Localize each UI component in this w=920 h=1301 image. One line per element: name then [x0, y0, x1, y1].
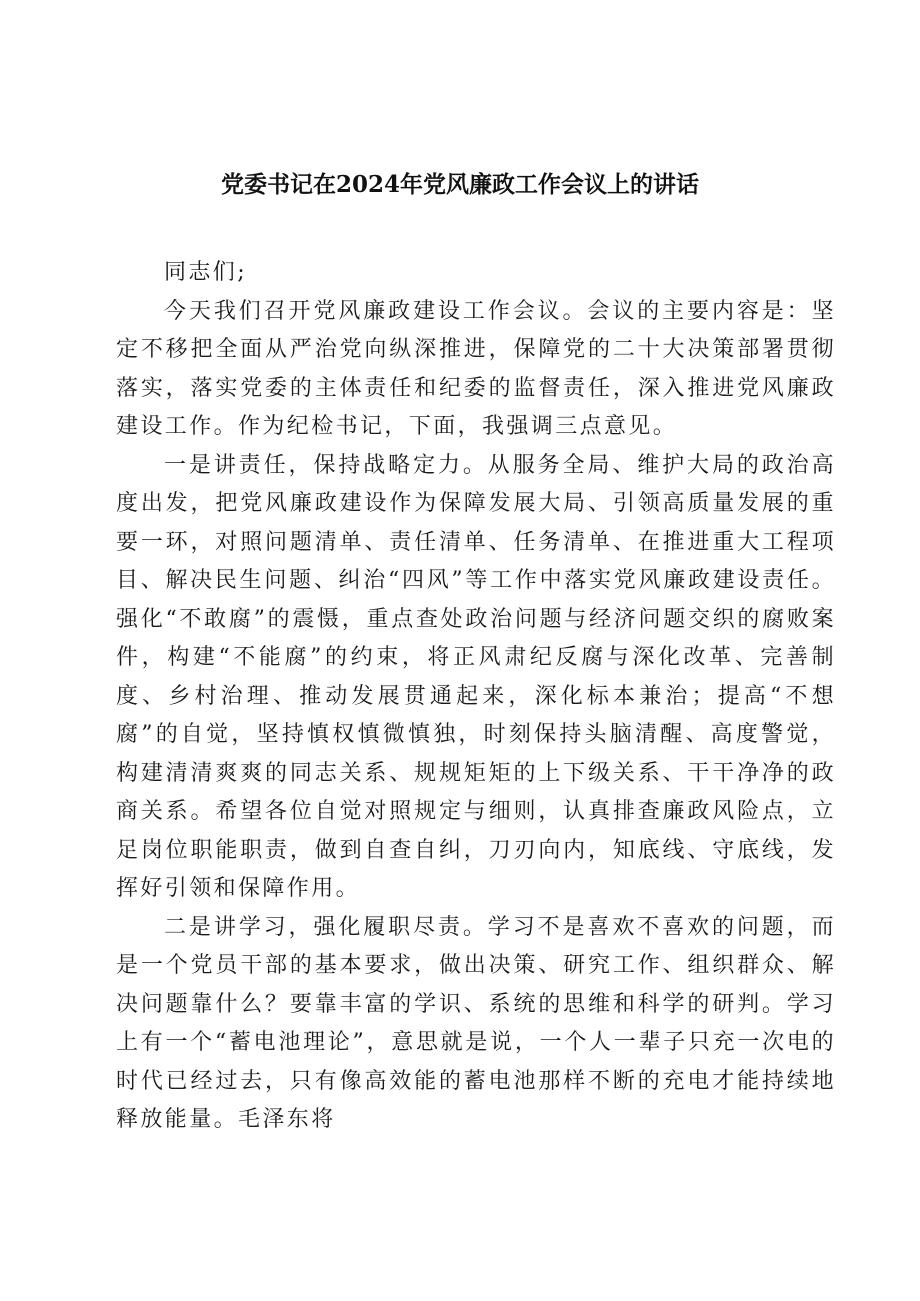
paragraph-intro: 今天我们召开党风廉政建设工作会议。会议的主要内容是：坚定不移把全面从严治党向纵深推进，保障党的二十大决策部署贯彻落实，落实党委的主体责任和纪委的监督责任，深入推进党风廉政建设工作。作为纪检书记，下面，我强调三点意见。: [116, 298, 836, 439]
paragraph-learning: 二是讲学习，强化履职尽责。学习不是喜欢不喜欢的问题，而是一个党员干部的基本要求，做出决策、研究工作、组织群众、解决问题靠什么？要靠丰富的学识、系统的思维和科学的研判。学习上有一个“蓄电池理论”，意思就是说，一个人一辈子只充一次电的时代已经过去，只有像高效能的蓄电池那样不断的充电才能持续地释放能量。毛泽东将: [116, 914, 836, 1132]
paragraph-responsibility: 一是讲责任，保持战略定力。从服务全局、维护大局的政治高度出发，把党风廉政建设作为保障发展大局、引领高质量发展的重要一环，对照问题清单、责任清单、任务清单、在推进重大工程项目、解决民生问题、纠治“四风”等工作中落实党风廉政建设责任。强化“不敢腐”的震慑，重点查处政治问题与经济问题交织的腐败案件，构建“不能腐”的约束，将正风肃纪反腐与深化改革、完善制度、乡村治理、推动发展贯通起来，深化标本兼治；提高“不想腐”的自觉，坚持慎权慎微慎独，时刻保持头脑清醒、高度警觉，构建清清爽爽的同志关系、规规矩矩的上下级关系、干干净净的政商关系。希望各位自觉对照规定与细则，认真排查廉政风险点，立足岗位职能职责，做到自查自纠，刀刃向内，知底线、守底线，发挥好引领和保障作用。: [116, 452, 836, 901]
salutation: 同志们;: [164, 260, 248, 285]
document-body: [116, 254, 836, 1140]
document-title: 党委书记在2024年党风廉政工作会议上的讲话: [220, 171, 699, 198]
